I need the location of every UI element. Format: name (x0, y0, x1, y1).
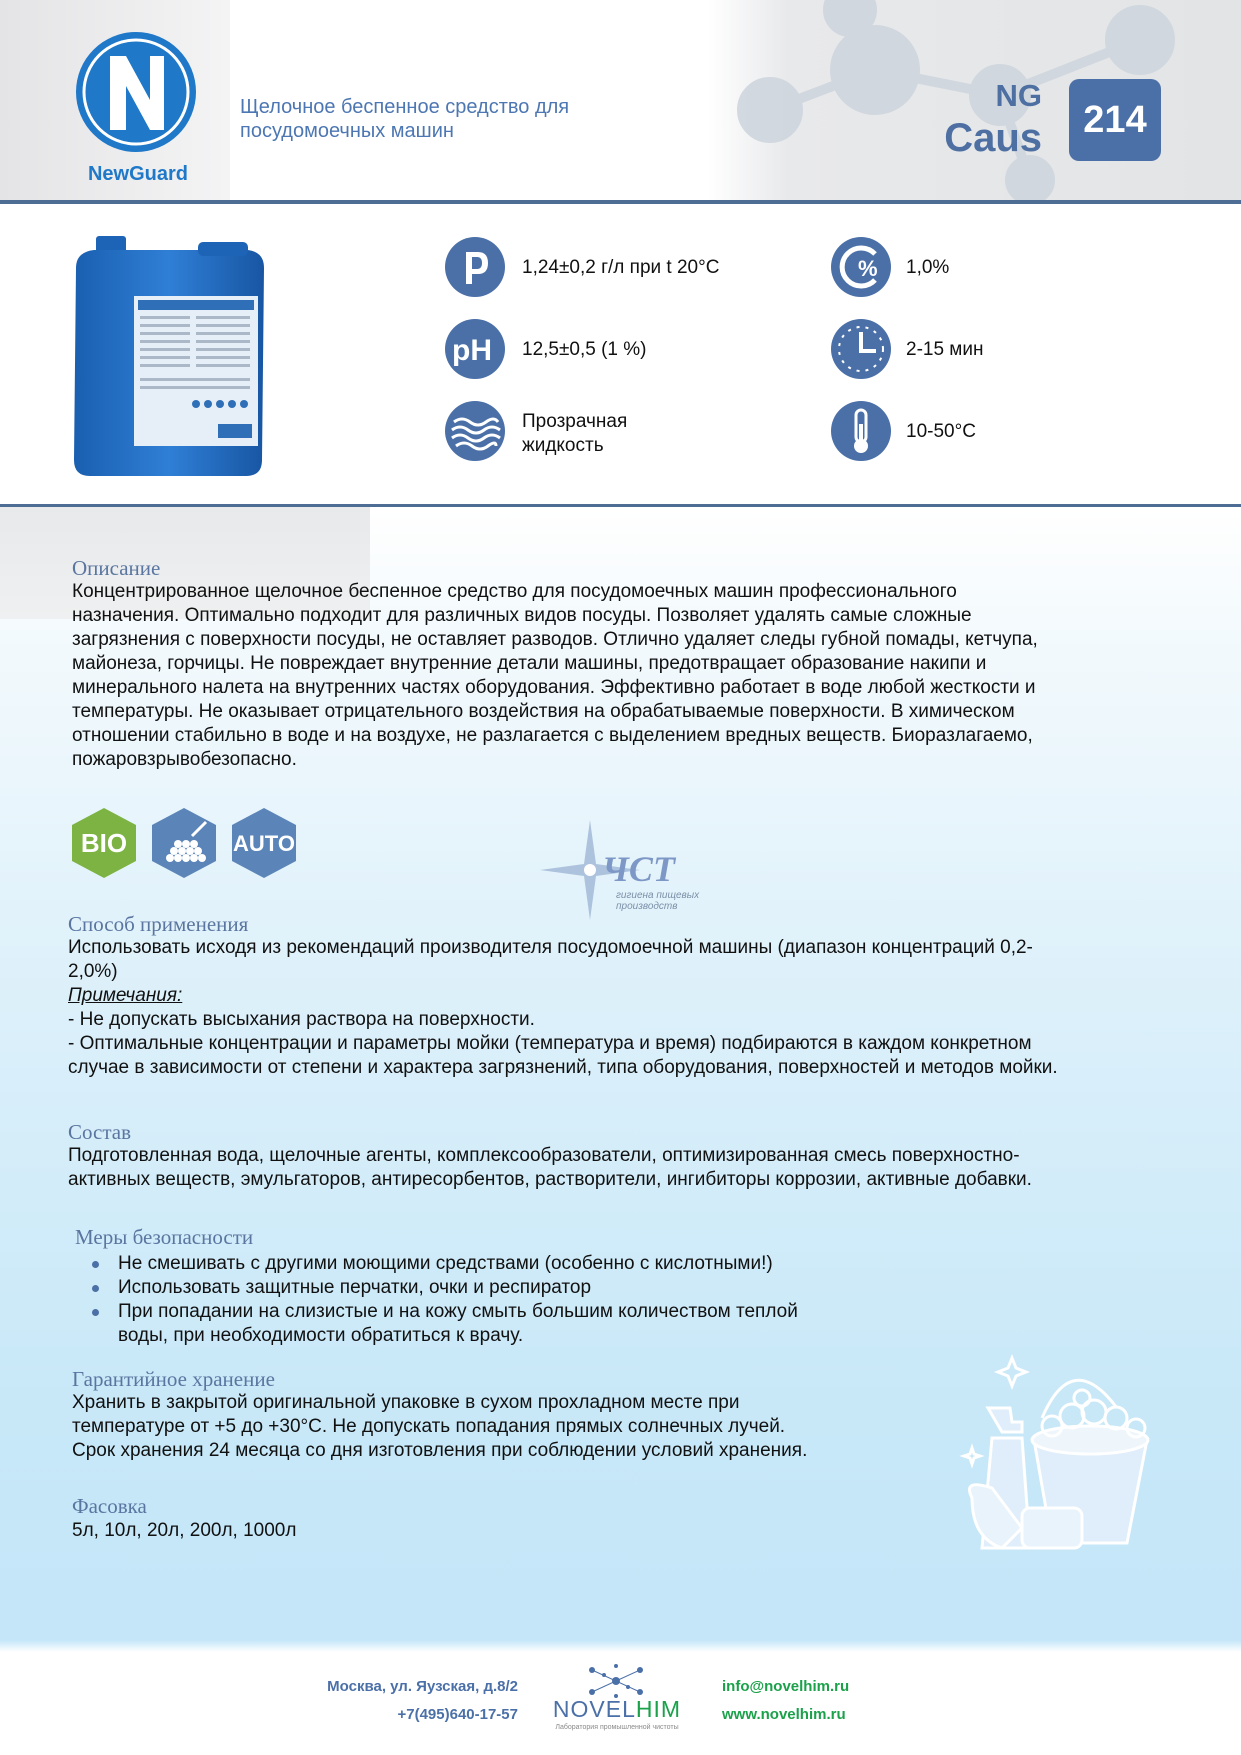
concentration-value: 1,0% (906, 257, 950, 278)
density-icon (444, 236, 506, 298)
safety-item-text: При попадании на слизистые и на кожу смыть большим количеством теплой (118, 1301, 798, 1322)
description-text (72, 580, 1202, 772)
list-item (68, 1276, 968, 1300)
list-item (68, 1252, 968, 1276)
appearance-value (522, 410, 627, 458)
description-line: температуры. Не оказывает отрицательного воздействия на обрабатываемые поверхности. В химическом (72, 701, 1015, 722)
product-code-prefix: NG (995, 78, 1042, 113)
ph-value: 12,5±0,5 (1 %) (522, 339, 647, 360)
composition-title: Состав (68, 1120, 132, 1144)
footer-email-link[interactable]: info@novelhim.ru (722, 1678, 850, 1695)
bio-badge-icon (72, 808, 136, 878)
svg-text:pH: pH (452, 334, 492, 367)
storage-line: Хранить в закрытой оригинальной упаковке в сухом прохладном месте при (72, 1392, 740, 1413)
concentration-icon (830, 236, 892, 298)
product-code-number: 214 (1069, 79, 1161, 161)
thermometer-icon (830, 400, 892, 462)
bio-badge-label: BIO (80, 828, 128, 858)
footer-phone[interactable]: +7(495)640-17-57 (397, 1706, 518, 1723)
safety-title: Меры безопасности (75, 1225, 254, 1249)
safety-item-text: Использовать защитные перчатки, очки и респиратор (118, 1277, 592, 1298)
usage-notes-label: Примечания: (68, 985, 183, 1006)
canister-image-icon (68, 228, 268, 480)
safety-item-text: Не смешивать с другими моющими средствами (особенно с кислотными!) (118, 1253, 773, 1274)
usage-title: Способ применения (68, 912, 249, 936)
appearance-line-2: жидкость (522, 435, 604, 456)
composition-text (68, 1144, 1208, 1192)
usage-note: случае в зависимости от степени и характера загрязнений, типа оборудования, поверхностей и методов мойки. (68, 1057, 1058, 1078)
usage-note: - Не допускать высыхания раствора на поверхности. (68, 1009, 535, 1030)
description-title: Описание (72, 556, 161, 580)
safety-item-text: воды, при необходимости обратиться к врачу. (118, 1325, 524, 1346)
subtitle-line-2: посудомоечных машин (240, 120, 454, 142)
footer-address: Москва, ул. Яузская, д.8/2 (327, 1678, 518, 1695)
header (0, 0, 1241, 202)
cst-subtitle-line-1: гигиена пищевых (616, 890, 700, 901)
company-name-part-2: HIM (635, 1696, 682, 1722)
packaging-title: Фасовка (72, 1494, 147, 1518)
cleaning-bucket-icon (952, 1348, 1172, 1558)
cst-title: ЧСТ (602, 849, 675, 889)
storage-text (72, 1391, 972, 1463)
svg-text:%: % (858, 256, 878, 281)
appearance-line-1: Прозрачная (522, 411, 628, 432)
company-name-part-1: NOVEL (552, 1696, 636, 1722)
safety-list (68, 1252, 968, 1348)
granules-icon (152, 808, 216, 878)
header-divider (0, 200, 1241, 204)
usage-text (68, 936, 1208, 1080)
auto-badge-icon (232, 808, 296, 878)
clock-icon (830, 318, 892, 380)
footer-website-link[interactable]: www.novelhim.ru (722, 1706, 846, 1723)
feature-badges (70, 806, 300, 880)
subtitle-line-1: Щелочное беспенное средство для (240, 96, 570, 118)
description-line: пожаровзрывобезопасно. (72, 749, 297, 770)
time-value: 2-15 мин (906, 339, 984, 360)
novelhim-logo-icon (584, 1664, 648, 1698)
cst-subtitle (616, 890, 699, 912)
logo-text: NewGuard (87, 163, 189, 185)
description-line: минерального налета на внутренних частях оборудования. Эффективно работает в воде любой жесткости и (72, 677, 1036, 698)
description-line: Концентрированное щелочное беспенное средство для посудомоечных машин профессионального (72, 581, 957, 602)
product-subtitle (240, 95, 660, 143)
packaging-text: 5л, 10л, 20л, 200л, 1000л (72, 1520, 297, 1541)
storage-line: температуре от +5 до +30°С. Не допускать попадания прямых солнечных лучей. (72, 1416, 786, 1437)
usage-note: - Оптимальные концентрации и параметры мойки (температура и время) подбираются в каждом конкретном (68, 1033, 1032, 1054)
composition-line: Подготовленная вода, щелочные агенты, комплексообразователи, оптимизированная смесь поверхностно- (68, 1145, 1020, 1166)
description-line: отношении стабильно в воде и на воздухе, не разлагается с выделением вредных веществ. Биоразлагаемо, (72, 725, 1033, 746)
company-tagline: Лаборатория промышленной чистоты (555, 1724, 679, 1731)
company-name (552, 1696, 682, 1723)
composition-line: активных веществ, эмульгаторов, антиресорбентов, растворители, ингибиторы коррозии, активные добавки. (68, 1169, 1032, 1190)
list-item (68, 1300, 968, 1348)
product-code-name: Caus (944, 116, 1042, 160)
description-line: майонеза, горчицы. Не повреждает внутренние детали машины, предотвращает образование накипи и (72, 653, 987, 674)
ph-icon (444, 318, 506, 380)
usage-line: Использовать исходя из рекомендаций производителя посудомоечной машины (диапазон концентраций 0,2- (68, 937, 1033, 958)
storage-title: Гарантийное хранение (72, 1367, 275, 1391)
temperature-value: 10-50°С (906, 421, 976, 442)
density-value: 1,24±0,2 г/л при t 20°С (522, 257, 720, 278)
description-line: назначения. Оптимально подходит для различных видов посуды. Позволяет удалять самые сложные (72, 605, 972, 626)
description-line: загрязнения с поверхности посуды, не оставляет разводов. Отлично удаляет следы губной помады, кетчупа, (72, 629, 1038, 650)
liquid-icon (444, 400, 506, 462)
cst-subtitle-line-2: производств (616, 901, 678, 912)
auto-badge-label: AUTO (233, 831, 295, 856)
usage-line: 2,0%) (68, 961, 118, 982)
storage-line: Срок хранения 24 месяца со дня изготовления при соблюдении условий хранения. (72, 1440, 808, 1461)
